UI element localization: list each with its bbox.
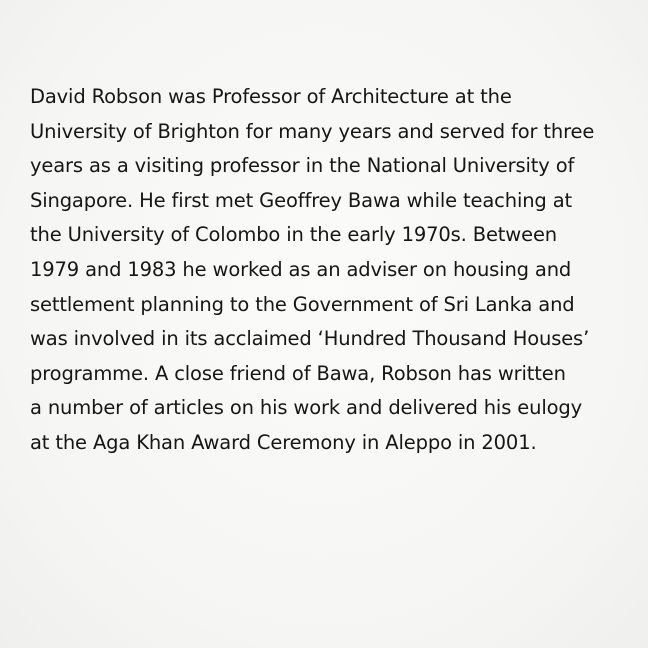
bio-line-3: years as a visiting professor in the National University of bbox=[30, 154, 575, 178]
bio-line-2: University of Brighton for many years and served for three bbox=[30, 119, 595, 143]
bio-line-8: was involved in its acclaimed ‘Hundred Thousand Houses’ bbox=[30, 327, 590, 351]
bio-line-7: settlement planning to the Government of Sri Lanka and bbox=[30, 292, 575, 316]
bio-line-6: 1979 and 1983 he worked as an adviser on housing and bbox=[30, 257, 572, 281]
bio-line-5: the University of Colombo in the early 1970s. Between bbox=[30, 223, 558, 247]
bio-line-11: at the Aga Khan Award Ceremony in Aleppo in 2001. bbox=[30, 430, 537, 454]
author-bio-paragraph bbox=[30, 80, 630, 461]
bio-line-10: a number of articles on his work and delivered his eulogy bbox=[30, 396, 582, 420]
bio-line-9: programme. A close friend of Bawa, Robson has written bbox=[30, 361, 566, 385]
bio-line-1: David Robson was Professor of Architecture at the bbox=[30, 85, 512, 108]
bio-line-4: Singapore. He first met Geoffrey Bawa while teaching at bbox=[30, 188, 572, 212]
